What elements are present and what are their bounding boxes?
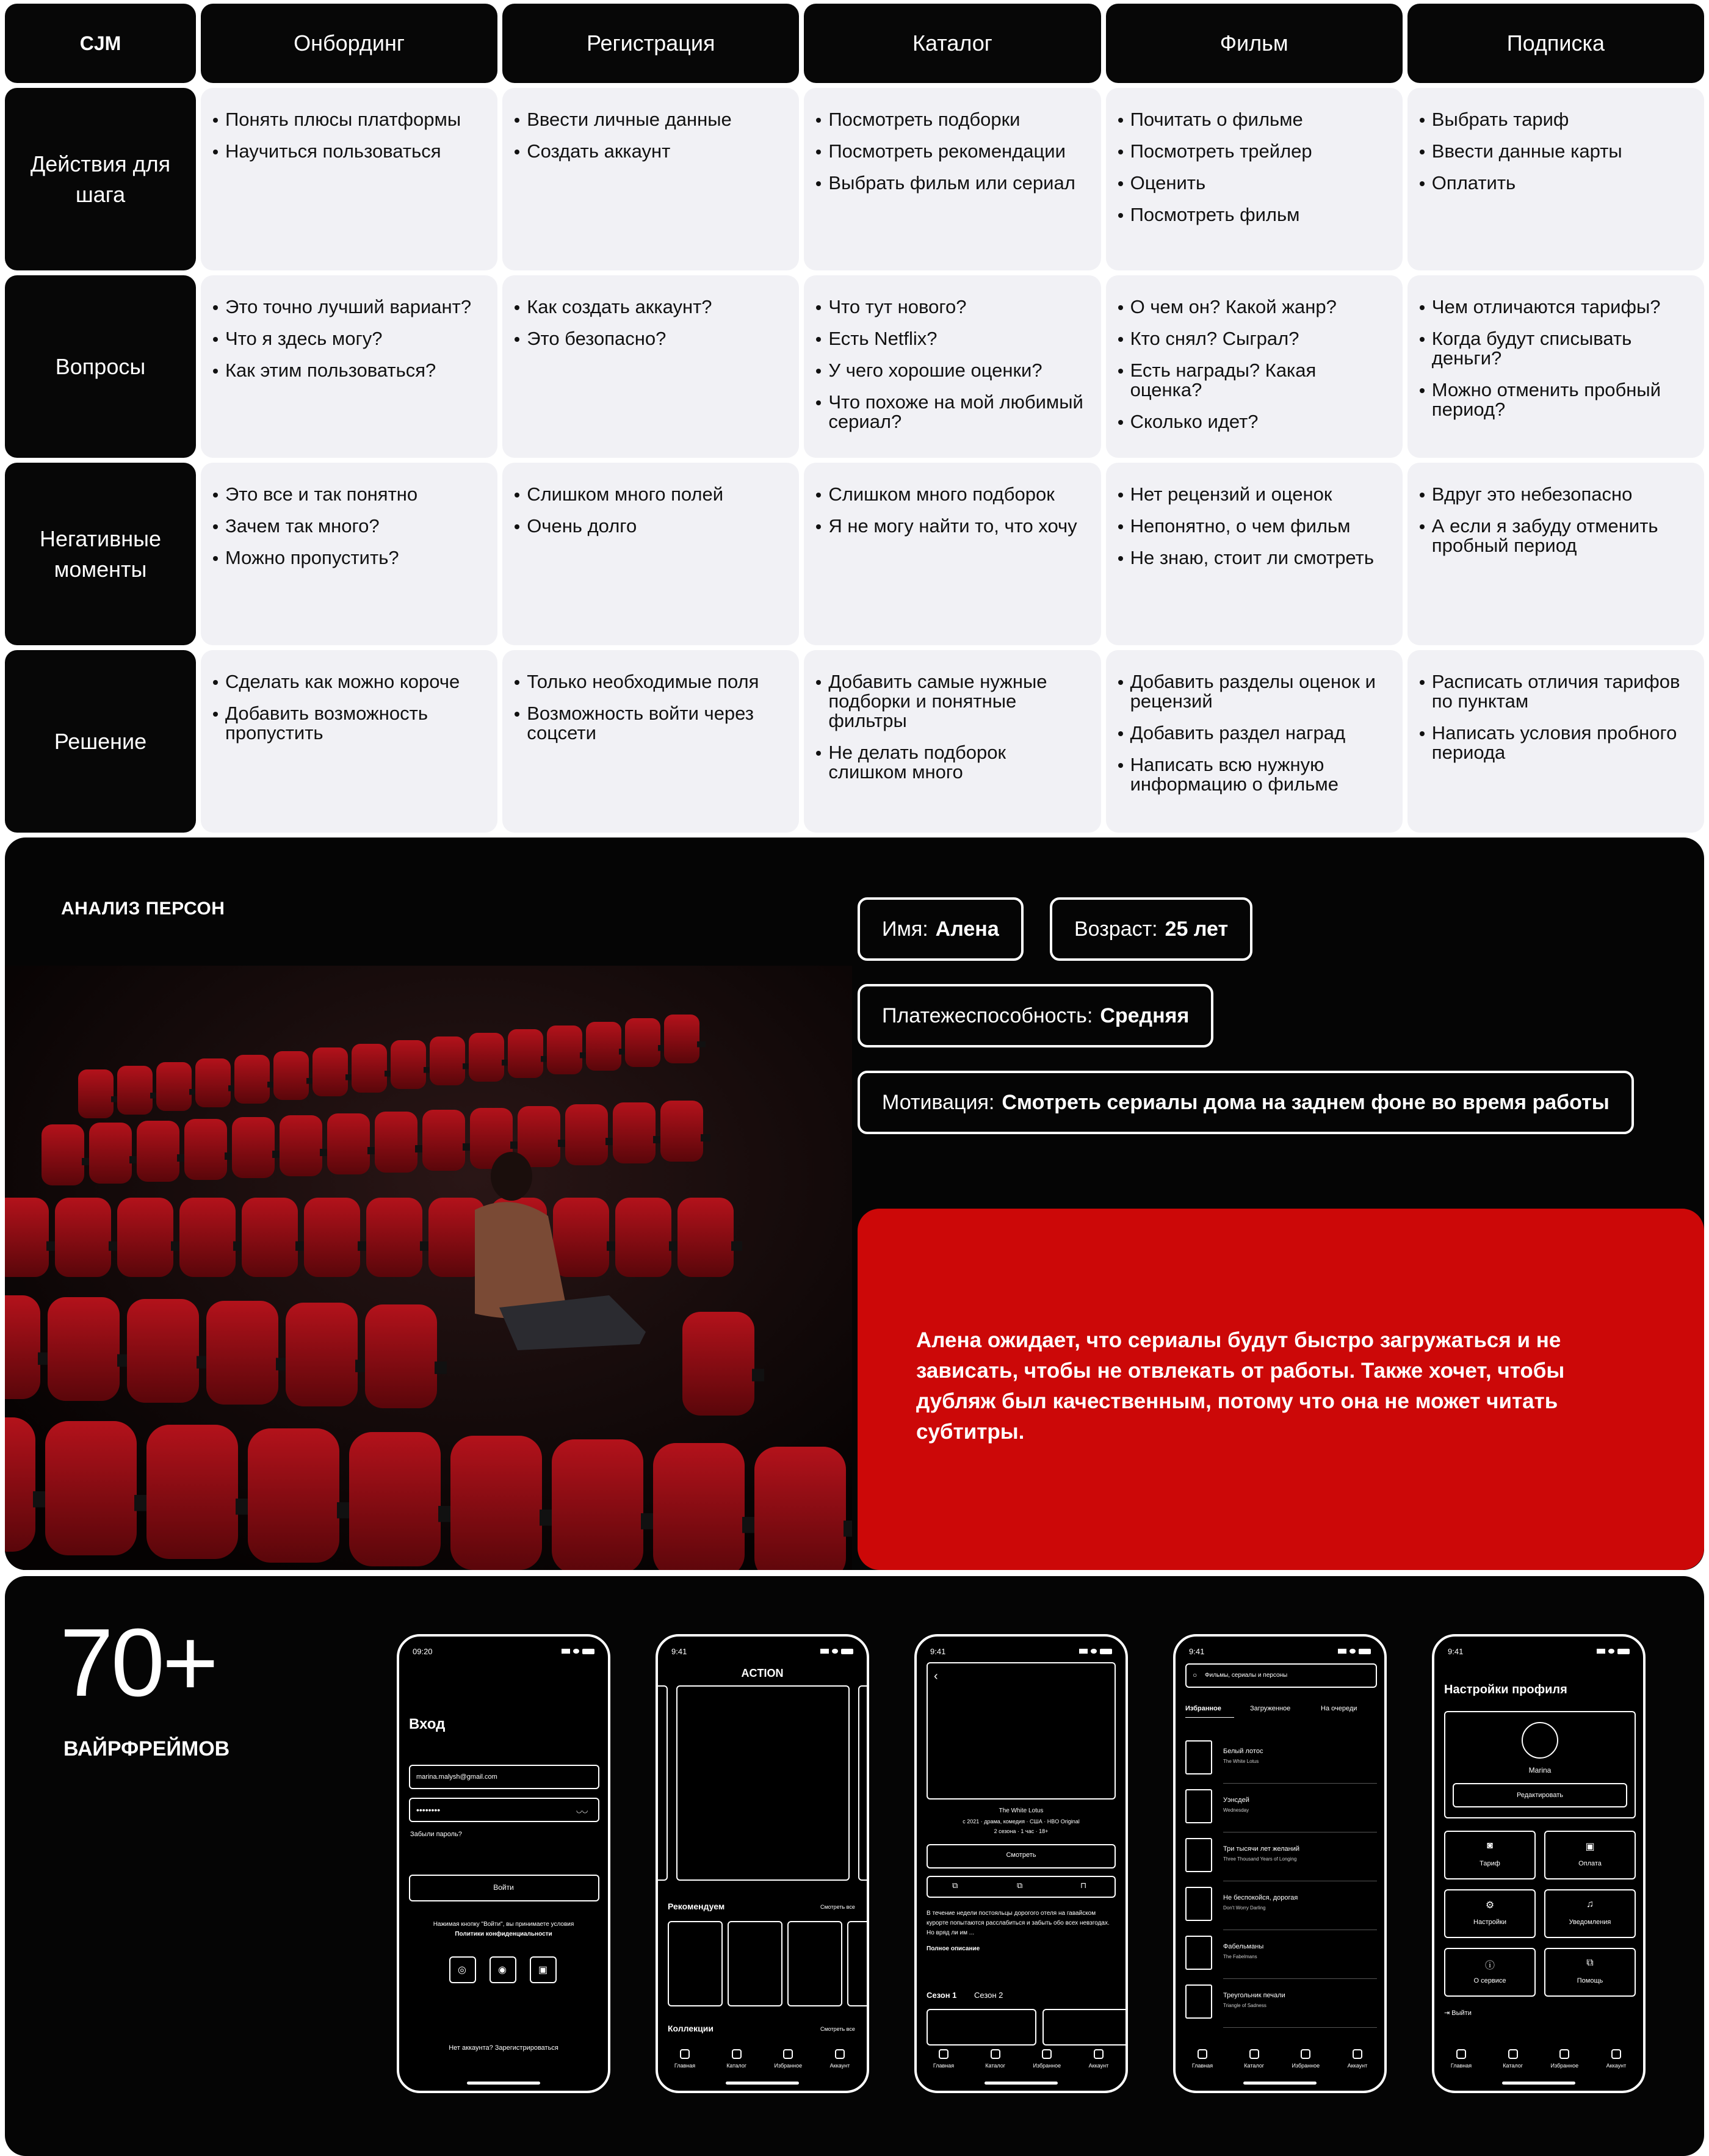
cjm-list-item: Написать условия пробного периода: [1420, 723, 1692, 762]
cjm-list: [1118, 110, 1390, 225]
cjm-list-item: Добавить разделы оценок и рецензий: [1118, 672, 1390, 711]
favorite-subtitle: Triangle of Sadness: [1223, 2003, 1266, 2008]
cjm-list-item: Научиться пользоваться: [213, 142, 485, 161]
status-time: 9:41: [1189, 1646, 1205, 1656]
signal-icon: [562, 1649, 594, 1654]
tab-icon: [1301, 2049, 1310, 2059]
tab-icon: [1508, 2049, 1518, 2059]
cjm-list-item: Это все и так понятно: [213, 485, 485, 504]
cjm-list-item: Выбрать фильм или сериал: [816, 173, 1088, 193]
cjm-list: [213, 110, 485, 161]
favorites-tab[interactable]: Избранное: [1185, 1705, 1221, 1712]
profile-title: Настройки профиля: [1444, 1683, 1567, 1696]
poster-card[interactable]: [668, 1921, 723, 2006]
favorite-poster[interactable]: [1185, 1887, 1212, 1921]
tab-bar: [925, 2049, 1117, 2069]
login-button-label: Войти: [493, 1883, 514, 1892]
cjm-list: [1118, 672, 1390, 794]
cjm-list: [1118, 485, 1390, 568]
motivation-pill: [858, 1071, 1634, 1134]
tab-label: Каталог: [1244, 2063, 1265, 2069]
poster-card[interactable]: [787, 1921, 842, 2006]
search-icon: ○: [1193, 1671, 1198, 1679]
tile-icon: ⓘ: [1484, 1961, 1495, 1971]
password-value: ••••••••: [416, 1805, 441, 1815]
cjm-list-item: Добавить раздел наград: [1118, 723, 1390, 743]
cjm-cell: [1106, 463, 1403, 645]
cjm-list: [213, 485, 485, 568]
profile-tile[interactable]: [1544, 1831, 1636, 1879]
film-meta-2: 2 сезона · 1 час · 18+: [994, 1828, 1049, 1834]
cjm-list-item: Как создать аккаунт?: [515, 297, 787, 317]
banner-card-prev[interactable]: [656, 1685, 668, 1881]
tab-label: Главная: [674, 2063, 696, 2069]
home-title: ACTION: [741, 1667, 784, 1679]
tile-label: Тариф: [1480, 1860, 1500, 1867]
cjm-cell: [201, 275, 497, 458]
poster-card[interactable]: [847, 1921, 869, 2006]
signal-icon: [820, 1649, 853, 1654]
logout-link[interactable]: ⇥ Выйти: [1444, 2009, 1472, 2017]
cinema-seats-illustration: [5, 966, 852, 1570]
tab-bar: [1184, 2049, 1376, 2069]
name-value: Алена: [935, 917, 999, 941]
tile-icon: ◙: [1487, 1840, 1493, 1851]
home-indicator: [1502, 2082, 1575, 2085]
phone-film: [914, 1634, 1128, 2093]
cjm-list: [1420, 110, 1692, 193]
profile-tile[interactable]: [1544, 1948, 1636, 1997]
favorite-poster[interactable]: [1185, 1984, 1212, 2019]
tile-icon: ▣: [1585, 1842, 1595, 1852]
favorite-poster[interactable]: [1185, 1789, 1212, 1823]
cjm-cell: [804, 275, 1100, 458]
name-pill: [858, 897, 1024, 961]
cjm-list: [816, 485, 1088, 536]
edit-profile-label: Редактировать: [1517, 1792, 1563, 1799]
tab-icon: [1353, 2049, 1362, 2059]
tab-item[interactable]: [1287, 2049, 1324, 2069]
cjm-list-item: Можно пропустить?: [213, 548, 485, 568]
expectation-text: Алена ожидает, что сериалы будут быстро загружаться и не зависать, чтобы не отвлекать от работы. Также хочет, чтобы дубляж был качественным, потому что она не может читать субтитры.: [916, 1328, 1565, 1444]
episode-card[interactable]: [1042, 2009, 1128, 2046]
divider: [1223, 1978, 1377, 1979]
tab-icon: [1198, 2049, 1207, 2059]
tile-label: О сервисе: [1473, 1977, 1506, 1984]
tab-label: Главная: [1450, 2063, 1472, 2069]
watch-button-label: Смотреть: [1006, 1851, 1036, 1859]
cjm-list-item: Ввести данные карты: [1420, 142, 1692, 161]
cjm-list-item: Вдруг это небезопасно: [1420, 485, 1692, 504]
cjm-list-item: Когда будут списывать деньги?: [1420, 329, 1692, 368]
cjm-list-item: Зачем так много?: [213, 516, 485, 536]
login-title: Вход: [409, 1716, 446, 1732]
age-label: Возраст:: [1074, 917, 1158, 941]
cjm-list-item: Не знаю, стоит ли смотреть: [1118, 548, 1390, 568]
row-header: Негативные моменты: [5, 463, 196, 645]
persona-section: [5, 837, 1704, 1570]
tab-item[interactable]: [822, 2049, 858, 2069]
see-all-link-2[interactable]: Смотреть все: [820, 2026, 855, 2032]
cjm-cell: [201, 463, 497, 645]
social-icon: ◉: [498, 1965, 507, 1975]
favorites-tab[interactable]: Загруженное: [1250, 1705, 1291, 1712]
cjm-list-item: Посмотреть рекомендации: [816, 142, 1088, 161]
eye-icon[interactable]: ◡◡: [576, 1807, 588, 1814]
tile-label: Оплата: [1578, 1860, 1602, 1867]
row-header: Вопросы: [5, 275, 196, 458]
cjm-list-item: Что я здесь могу?: [213, 329, 485, 349]
status-time: 9:41: [671, 1646, 687, 1656]
favorite-poster[interactable]: [1185, 1936, 1212, 1970]
tab-label: Избранное: [1550, 2063, 1579, 2069]
cjm-cell: [502, 275, 799, 458]
solvency-pill: [858, 984, 1213, 1047]
stage-header: Каталог: [804, 4, 1100, 83]
logout-label: Выйти: [1451, 2009, 1472, 2017]
cjm-list-item: Только необходимые поля: [515, 672, 787, 692]
cjm-list: [1420, 297, 1692, 419]
status-bar: [930, 1645, 1112, 1657]
share-icon[interactable]: ⧉: [952, 1881, 958, 1890]
stage-header: Фильм: [1106, 4, 1403, 83]
stage-header: Регистрация: [502, 4, 799, 83]
tab-item[interactable]: [1598, 2049, 1635, 2069]
stage-header: Онбординг: [201, 4, 497, 83]
tab-icon: [1611, 2049, 1621, 2059]
download-icon[interactable]: ⊓: [1080, 1881, 1087, 1890]
tab-icon: [939, 2049, 948, 2059]
cjm-list-item: Чем отличаются тарифы?: [1420, 297, 1692, 317]
status-bar: [1189, 1645, 1371, 1657]
favorite-title[interactable]: Уэнсдей: [1223, 1796, 1249, 1804]
cjm-list-item: Посмотреть подборки: [816, 110, 1088, 129]
cjm-list: [1420, 485, 1692, 555]
bookmark-icon[interactable]: ⧉: [1017, 1881, 1023, 1890]
email-value: marina.malysh@gmail.com: [416, 1773, 497, 1781]
motivation-value: Смотреть сериалы дома на заднем фоне во время работы: [1002, 1090, 1610, 1114]
avatar[interactable]: [1522, 1722, 1558, 1759]
tab-bar: [667, 2049, 858, 2069]
favorite-title[interactable]: Три тысячи лет желаний: [1223, 1845, 1300, 1853]
cjm-list: [213, 672, 485, 743]
tile-icon: ⧉: [1586, 1958, 1594, 1968]
favorite-subtitle: Wednesday: [1223, 1807, 1249, 1813]
tile-icon: ♫: [1586, 1899, 1594, 1909]
forgot-link[interactable]: Забыли пароль?: [410, 1831, 462, 1838]
policy-link[interactable]: Политики конфиденциальности: [455, 1931, 552, 1937]
episode-card[interactable]: [927, 2009, 1036, 2046]
cjm-list-item: Есть Netflix?: [816, 329, 1088, 349]
favorite-title[interactable]: Не беспокойся, дорогая: [1223, 1894, 1298, 1901]
cjm-cell: [201, 650, 497, 833]
signal-icon: [1597, 1649, 1630, 1654]
cjm-cell: [1407, 463, 1704, 645]
tile-label: Настройки: [1473, 1919, 1506, 1926]
cjm-list-item: Создать аккаунт: [515, 142, 787, 161]
back-icon[interactable]: ‹: [934, 1669, 938, 1683]
cjm-cell: [804, 88, 1100, 270]
apple-icon: ◎: [458, 1965, 466, 1975]
status-bar: [1448, 1645, 1630, 1657]
status-time: 9:41: [1448, 1646, 1464, 1656]
profile-name: Marina: [1528, 1766, 1552, 1774]
tab-icon: [1042, 2049, 1052, 2059]
phone-login: [397, 1634, 610, 2093]
profile-tile[interactable]: [1544, 1889, 1636, 1938]
solvency-value: Средняя: [1100, 1004, 1190, 1027]
status-bar: [671, 1645, 853, 1657]
tab-label: Избранное: [1292, 2063, 1320, 2069]
status-bar: [413, 1645, 594, 1657]
row-header: Действия для шага: [5, 88, 196, 270]
cjm-list-item: Возможность войти через соцсети: [515, 704, 787, 743]
tab-icon: [991, 2049, 1000, 2059]
cjm-cell: [804, 650, 1100, 833]
profile-tile[interactable]: [1444, 1831, 1536, 1879]
tab-item[interactable]: [770, 2049, 806, 2069]
favorite-poster[interactable]: [1185, 1838, 1212, 1872]
phone-home: [656, 1634, 869, 2093]
cjm-list-item: Почитать о фильме: [1118, 110, 1390, 129]
cjm-list-item: Расписать отличия тарифов по пунктам: [1420, 672, 1692, 711]
cjm-list-item: Я не могу найти то, что хочу: [816, 516, 1088, 536]
tab-icon: [680, 2049, 690, 2059]
tab-icon: [1456, 2049, 1466, 2059]
tab-item[interactable]: [1339, 2049, 1376, 2069]
tab-icon: [1249, 2049, 1259, 2059]
cjm-cell: [1407, 650, 1704, 833]
solvency-label: Платежеспособность:: [882, 1004, 1093, 1027]
cjm-list-item: Нет рецензий и оценок: [1118, 485, 1390, 504]
policy-text: Нажимая кнопку "Войти", вы принимаете условия: [433, 1921, 574, 1928]
cjm-list: [816, 297, 1088, 432]
cjm-cell: [502, 88, 799, 270]
tab-item[interactable]: [1495, 2049, 1531, 2069]
status-time: 09:20: [413, 1646, 433, 1656]
favorite-poster[interactable]: [1185, 1740, 1212, 1774]
favorite-subtitle: Don't Worry Darling: [1223, 1905, 1266, 1911]
cjm-list-item: Выбрать тариф: [1420, 110, 1692, 129]
cjm-list-item: Оценить: [1118, 173, 1390, 193]
tile-icon: ⚙: [1485, 1900, 1495, 1911]
divider: [1223, 1783, 1377, 1784]
cjm-list-item: Добавить самые нужные подборки и понятные фильтры: [816, 672, 1088, 731]
name-label: Имя:: [882, 917, 928, 941]
profile-tile[interactable]: [1444, 1889, 1536, 1938]
cjm-list-item: Сколько идет?: [1118, 412, 1390, 432]
cjm-cell: [502, 650, 799, 833]
tab-label: Аккаунт: [1347, 2063, 1368, 2069]
cjm-list-item: Есть награды? Какая оценка?: [1118, 361, 1390, 400]
tab-item[interactable]: [718, 2049, 755, 2069]
tab-item[interactable]: [1184, 2049, 1221, 2069]
favorite-subtitle: The White Lotus: [1223, 1759, 1259, 1764]
banner-card[interactable]: [676, 1685, 850, 1881]
cjm-list-item: Слишком много подборок: [816, 485, 1088, 504]
see-all-link[interactable]: Смотреть все: [820, 1904, 855, 1910]
tab-label: Каталог: [985, 2063, 1006, 2069]
recommended-title: Рекомендуем: [668, 1901, 725, 1911]
favorite-subtitle: Three Thousand Years of Longing: [1223, 1856, 1297, 1862]
cjm-list: [515, 485, 787, 536]
banner-card-next[interactable]: [858, 1685, 869, 1881]
cjm-list: [213, 297, 485, 380]
cjm-list-item: О чем он? Какой жанр?: [1118, 297, 1390, 317]
tab-icon: [732, 2049, 742, 2059]
cjm-list-item: Слишком много полей: [515, 485, 787, 504]
cjm-list-item: Посмотреть фильм: [1118, 205, 1390, 225]
cjm-list-item: Посмотреть трейлер: [1118, 142, 1390, 161]
cjm-list-item: Очень долго: [515, 516, 787, 536]
cjm-list-item: Сделать как можно короче: [213, 672, 485, 692]
cjm-cell: [1106, 650, 1403, 833]
cjm-list-item: Написать всю нужную информацию о фильме: [1118, 755, 1390, 794]
tab-item[interactable]: [1443, 2049, 1480, 2069]
cjm-cell: [1407, 275, 1704, 458]
tab-item[interactable]: [667, 2049, 703, 2069]
tab-label: Аккаунт: [1088, 2063, 1109, 2069]
cjm-corner: CJM: [5, 4, 196, 83]
cjm-list: [515, 297, 787, 349]
favorite-title[interactable]: Треугольник печали: [1223, 1992, 1285, 1999]
season-1-tab[interactable]: Сезон 1: [927, 1991, 957, 2000]
tab-label: Избранное: [774, 2063, 803, 2069]
cjm-list: [515, 672, 787, 743]
phone-profile: [1432, 1634, 1646, 2093]
favorite-title[interactable]: Белый лотос: [1223, 1748, 1263, 1755]
cinema-photo: [5, 966, 852, 1570]
tab-item[interactable]: [1546, 2049, 1583, 2069]
cjm-list: [816, 110, 1088, 193]
cjm-list: [816, 672, 1088, 782]
row-header: Решение: [5, 650, 196, 833]
cjm-list-item: Ввести личные данные: [515, 110, 787, 129]
home-indicator: [726, 2082, 799, 2085]
cjm-list-item: Что похоже на мой любимый сериал?: [816, 392, 1088, 432]
wireframes-label: ВАЙРФРЕЙМОВ: [63, 1737, 230, 1760]
cjm-list-item: Это безопасно?: [515, 329, 787, 349]
tab-label: Каталог: [1503, 2063, 1523, 2069]
age-pill: [1050, 897, 1252, 961]
tab-icon: [783, 2049, 793, 2059]
cjm-cell: [804, 463, 1100, 645]
season-2-tab[interactable]: Сезон 2: [974, 1991, 1003, 2000]
home-indicator: [1243, 2082, 1317, 2085]
tab-label: Аккаунт: [829, 2063, 850, 2069]
home-indicator: [985, 2082, 1058, 2085]
signal-icon: [1338, 1649, 1371, 1654]
full-description-link[interactable]: Полное описание: [927, 1945, 980, 1952]
social-icon-2: ▣: [538, 1965, 548, 1975]
home-indicator: [467, 2082, 540, 2085]
cjm-cell: [502, 463, 799, 645]
register-link[interactable]: Нет аккаунта? Зарегистрироваться: [449, 2044, 558, 2052]
cjm-list-item: Не делать подборок слишком много: [816, 743, 1088, 782]
cjm-list-item: Можно отменить пробный период?: [1420, 380, 1692, 419]
favorite-subtitle: The Fabelmans: [1223, 1954, 1257, 1959]
signal-icon: [1079, 1649, 1112, 1654]
cjm-list-item: Как этим пользоваться?: [213, 361, 485, 380]
poster-card[interactable]: [728, 1921, 782, 2006]
cjm-list: [515, 110, 787, 161]
tab-icon: [1094, 2049, 1104, 2059]
tab-icon: [1559, 2049, 1569, 2059]
status-time: 9:41: [930, 1646, 946, 1656]
age-value: 25 лет: [1165, 917, 1229, 941]
tab-label: Главная: [1191, 2063, 1213, 2069]
tab-item[interactable]: [977, 2049, 1014, 2069]
cjm-list-item: Оплатить: [1420, 173, 1692, 193]
favorites-tab[interactable]: На очереди: [1321, 1705, 1357, 1712]
tab-label: Аккаунт: [1606, 2063, 1627, 2069]
tab-bar: [1443, 2049, 1635, 2069]
tab-item[interactable]: [1236, 2049, 1273, 2069]
tab-label: Избранное: [1033, 2063, 1061, 2069]
film-meta: с 2021 · драма, комедия · США · HBO Original: [963, 1818, 1080, 1825]
cjm-cell: [1106, 88, 1403, 270]
cjm-list-item: У чего хорошие оценки?: [816, 361, 1088, 380]
cjm-list-item: Понять плюсы платформы: [213, 110, 485, 129]
cjm-list-item: А если я забуду отменить пробный период: [1420, 516, 1692, 555]
search-placeholder: Фильмы, сериалы и персоны: [1205, 1672, 1288, 1679]
tab-icon: [835, 2049, 845, 2059]
profile-tile[interactable]: [1444, 1948, 1536, 1997]
tile-label: Помощь: [1577, 1977, 1603, 1984]
favorite-title[interactable]: Фабельманы: [1223, 1943, 1264, 1950]
cjm-cell: [1106, 275, 1403, 458]
persona-title: АНАЛИЗ ПЕРСОН: [61, 899, 225, 919]
tab-item[interactable]: [1080, 2049, 1117, 2069]
cjm-list-item: Кто снял? Сыграл?: [1118, 329, 1390, 349]
wireframes-section: [5, 1576, 1704, 2156]
cjm-list-item: Добавить возможность пропустить: [213, 704, 485, 743]
cjm-list-item: Это точно лучший вариант?: [213, 297, 485, 317]
tab-label: Каталог: [726, 2063, 747, 2069]
stage-header: Подписка: [1407, 4, 1704, 83]
cjm-list: [1118, 297, 1390, 432]
cjm-cell: [1407, 88, 1704, 270]
film-name: The White Lotus: [999, 1807, 1044, 1814]
cjm-list-item: Что тут нового?: [816, 297, 1088, 317]
active-tab-underline: [1185, 1717, 1234, 1718]
cjm-list-item: Непонятно, о чем фильм: [1118, 516, 1390, 536]
cjm-cell: [201, 88, 497, 270]
collections-title: Коллекции: [668, 2024, 714, 2033]
film-description: В течение недели постояльцы дорогого отеля на гавайском курорте попытаются расслабиться и забыть обо всех невзгодах. Но вряд ли им ...: [927, 1910, 1110, 1936]
tile-label: Уведомления: [1569, 1919, 1611, 1926]
divider: [1223, 2027, 1377, 2028]
motivation-label: Мотивация:: [882, 1090, 995, 1114]
tab-label: Главная: [933, 2063, 955, 2069]
tab-item[interactable]: [925, 2049, 962, 2069]
cjm-table: [0, 0, 1709, 836]
film-cover: [927, 1662, 1116, 1800]
cjm-list: [1420, 672, 1692, 762]
wireframes-count: 70+: [60, 1609, 217, 1716]
expectation-card: [858, 1209, 1704, 1570]
phone-favorites: [1173, 1634, 1387, 2093]
tab-item[interactable]: [1028, 2049, 1065, 2069]
